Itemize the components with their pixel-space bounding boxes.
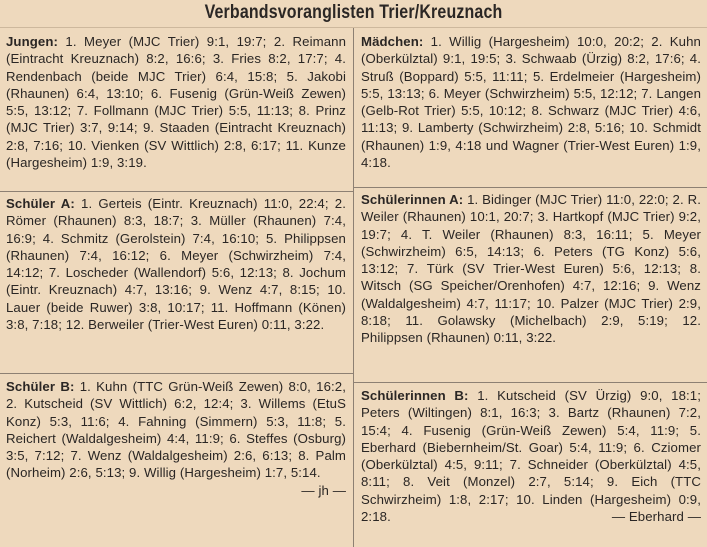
- section-heading: Schüler A:: [6, 196, 75, 211]
- section-text: 1. Willig (Hargesheim) 10:0, 20:2; 2. Kuhn (Oberkülztal) 9:1, 19:5; 3. Schwaab (Ürzig) 8:2, 17:6; 4. Struß (Boppard) 5:5, 11:11; 5. Erdelmeier (Hargesheim) 5:5, 13:13; 6. Meyer (Schwirzheim) 5:5, 12:12; 7. Langen (Gelb-Rot Trier) 5:5, 10:12; 8. Schwarz (MJC Trier) 4:6, 11:13; 9. Lamberty (Schwirzheim) 2:8, 5:16; 10. Schmidt (Rhaunen) 1:9, 4:18 und Wagner (Trier-West Euren) 1:9, 4:18.: [361, 34, 701, 171]
- section-text: 1. Meyer (MJC Trier) 9:1, 19:7; 2. Reimann (Eintracht Kreuznach) 8:2, 16:6; 3. Fries 8:2, 17:7; 4. Rendenbach (beide MJC Trier) 6:4, 15:8; 5. Jakobi (Rhaunen) 6:4, 13:10; 6. Fusenig (Grün-Weiß Zewen) 5:5, 13:12; 7. Follmann (MJC Trier) 5:5, 11:13; 8. Prinz (MJC Trier) 3:7, 9:14; 9. Staaden (Eintracht Kreuznach) 2:8, 7:16; 10. Vienken (SV Wittlich) 2:8, 6:17; 11. Kunze (Hargesheim) 1:9, 3:19.: [6, 34, 346, 171]
- section-heading: Jungen:: [6, 34, 58, 49]
- section-divider: [0, 373, 353, 374]
- section-schuelerinnen-b: [361, 387, 701, 525]
- section-text: 1. Kuhn (TTC Grün-Weiß Zewen) 8:0, 16:2, 2. Kutscheid (SV Wittlich) 6:2, 12:4; 3. Willems (EtuS Konz) 5:3, 11:6; 4. Fahning (Simmern) 5:3, 11:8; 5. Reichert (Waldalgesheim) 4:4, 11:9; 6. Steffes (Osburg) 3:5, 7:12; 7. Wenz (Waldalgesheim) 2:6, 6:13; 8. Palm (Norheim) 2:6, 5:13; 9. Willig (Hargesheim) 1:7, 5:14.: [6, 379, 347, 481]
- section-schuelerinnen-a: [361, 191, 701, 347]
- section-text: 1. Gerteis (Eintr. Kreuznach) 11:0, 22:4; 2. Römer (Rhaunen) 8:3, 18:7; 3. Müller (Rhaunen) 7:4, 16:9; 4. Schmitz (Gerolstein) 7:4, 16:10; 5. Philippsen (Rhaunen) 7:4, 16:12; 6. Meyer (Schwirzheim) 7:4, 14:12; 7. Loscheder (Wallendorf) 5:6, 12:13; 8. Jochum (Eintr. Kreuznach) 4:7, 13:16; 9. Wenz 4:7, 8:15; 10. Lauer (beide Ruwer) 3:8, 10:17; 11. Hoffmann (Könen) 3:8, 7:18; 12. Berweiler (Trier-West Euren) 0:11, 3:22.: [6, 196, 346, 333]
- section-divider: [0, 191, 353, 192]
- section-schueler-a: [6, 195, 346, 333]
- section-text: 1. Kutscheid (SV Ürzig) 9:0, 18:1; Peters (Wiltingen) 8:1, 16:3; 3. Bartz (Rhaunen) 7:2, 15:4; 4. Fusenig (Grün-Weiß Zewen) 5:4, 11:9; 5. Eberhard (Biebernheim/St. Goar) 5:4, 11:9; 6. Cziomer (Oberkülztal) 4:5, 9:11; 7. Schneider (Oberkülztal) 4:5, 8:11; 8. Veit (Monzel) 2:7, 5:14; 9. Eich (TTC Schwirzheim) 1:8, 2:17; 10. Linden (Hargesheim) 0:9, 2:18.: [361, 388, 701, 525]
- column-divider: [353, 28, 354, 547]
- section-maedchen: [361, 33, 701, 171]
- section-jungen: [6, 33, 346, 171]
- section-heading: Schülerinnen A:: [361, 192, 464, 207]
- section-heading: Schüler B:: [6, 379, 75, 394]
- section-text: 1. Bidinger (MJC Trier) 11:0, 22:0; 2. R. Weiler (Rhaunen) 10:1, 20:7; 3. Hartkopf (MJC Trier) 9:2, 19:7; 4. T. Weiler (Rhaunen) 8:3, 16:11; 5. Meyer (Schwirzheim) 6:5, 14:13; 6. Peters (TG Konz) 5:6, 13:12; 7. Türk (SV Trier-West Euren) 5:6, 12:13; 8. Witsch (SG Speicher/Orenhofen) 4:7, 12:16; 9. Wenz (Waldalgesheim) 4:7, 11:17; 10. Palzer (MJC Trier) 2:9, 8:18; 11. Golawsky (Michelbach) 2:9, 5:19; 12. Philippsen (Rhaunen) 0:11, 3:22.: [361, 192, 701, 346]
- section-divider: [354, 187, 707, 188]
- section-schueler-b: [6, 378, 346, 499]
- section-heading: Schülerinnen B:: [361, 388, 469, 403]
- section-heading: Mädchen:: [361, 34, 424, 49]
- section-divider: [354, 382, 707, 383]
- author-signature: — Eberhard —: [611, 509, 701, 525]
- page-title: Verbandsvoranglisten Trier/Kreuznach: [204, 2, 503, 23]
- author-signature: — jh —: [301, 482, 346, 498]
